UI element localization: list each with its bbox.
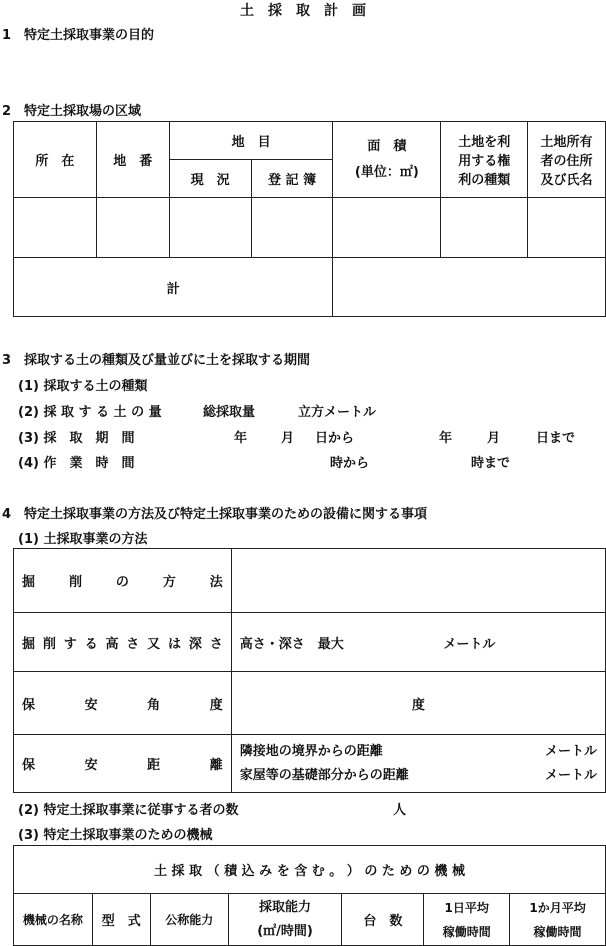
table-row (14, 198, 606, 258)
cell-registry (251, 198, 333, 258)
header-nominal-power: 公称能力 (150, 894, 228, 946)
header-land-right: 土地を利 用する権 利の種類 (441, 122, 528, 198)
safety-distance-label: 保 安 距 離 (14, 735, 232, 793)
header-monthly-hours: 1か月平均 稼働時間 (510, 894, 606, 946)
period-to-year: 年 (439, 431, 453, 446)
method-subheading: (1) 土採取事業の方法 (18, 532, 148, 547)
total-value (333, 258, 606, 317)
section-3-heading: 3 採取する土の種類及び量並びに土を採取する期間 (2, 353, 311, 368)
excavation-method-value (231, 549, 605, 613)
header-current: 現 況 (169, 160, 251, 198)
section-4-heading: 4 特定土採取事業の方法及び特定土採取事業のための設備に関する事項 (2, 507, 428, 522)
soil-type-label: (1) 採取する土の種類 (18, 379, 148, 394)
machinery-subheading: (3) 特定土採取事業のための機械 (18, 828, 213, 843)
header-count: 台 数 (342, 894, 424, 946)
workers-unit: 人 (393, 803, 407, 818)
safety-distance-value: 隣接地の境界からの距離 メートル 家屋等の基礎部分からの距離 メートル (231, 735, 605, 793)
method-table (13, 548, 606, 793)
total-label: 計 (14, 258, 333, 317)
period-from-month: 月 (281, 431, 295, 446)
machinery-table (13, 845, 606, 946)
period-from-year: 年 (234, 431, 248, 446)
period-to-month: 月 (487, 431, 501, 446)
hours-to: 時まで (471, 456, 511, 471)
cell-current (169, 198, 251, 258)
header-area: 面 積 (単位：㎡) (333, 122, 441, 198)
cell-land-right (441, 198, 528, 258)
machinery-title: 土 採 取 （ 積 込 み を 含 む 。 ） の た め の 機 械 (14, 846, 606, 894)
header-machine-type: 型 式 (92, 894, 150, 946)
page-title: 土 採 取 計 画 (240, 3, 366, 19)
area-table (13, 121, 606, 317)
total-row (14, 258, 606, 317)
header-daily-hours: 1日平均 稼働時間 (424, 894, 510, 946)
header-lot: 地 番 (96, 122, 169, 198)
cell-lot (96, 198, 169, 258)
header-category: 地 目 (169, 122, 333, 160)
section-1-heading: 1 特定土採取事業の目的 (2, 28, 155, 43)
excavation-method-label: 掘 削 の 方 法 (14, 549, 232, 613)
section-2-heading: 2 特定土採取場の区域 (2, 104, 142, 119)
cell-location (14, 198, 97, 258)
header-registry: 登 記 簿 (251, 160, 333, 198)
header-owner: 土地所有 者の住所 及び氏名 (528, 122, 606, 198)
period-label: (3) 採 取 期 間 (18, 431, 135, 446)
cell-owner (528, 198, 606, 258)
excavation-depth-value: 高さ・深さ 最大 メートル (231, 613, 605, 672)
soil-total-label: 総採取量 (203, 405, 256, 420)
workers-label: (2) 特定土採取事業に従事する者の数 (18, 803, 239, 818)
hours-from: 時から (330, 456, 370, 471)
header-location: 所 在 (14, 122, 97, 198)
soil-amount-unit: 立方メートル (298, 405, 377, 420)
header-machine-name: 機械の名称 (14, 894, 93, 946)
safety-angle-value: 度 (231, 672, 605, 735)
cell-area (333, 198, 441, 258)
period-to-day: 日まで (536, 431, 576, 446)
excavation-depth-label: 掘 削 す る 高 さ 又 は 深 さ (14, 613, 232, 672)
header-capacity: 採取能力 (㎡/時間) (228, 894, 342, 946)
hours-label: (4) 作 業 時 間 (18, 456, 135, 471)
period-from-day: 日から (315, 431, 355, 446)
safety-angle-label: 保 安 角 度 (14, 672, 232, 735)
soil-amount-label: (2) 採 取 す る 土 の 量 (18, 405, 162, 420)
